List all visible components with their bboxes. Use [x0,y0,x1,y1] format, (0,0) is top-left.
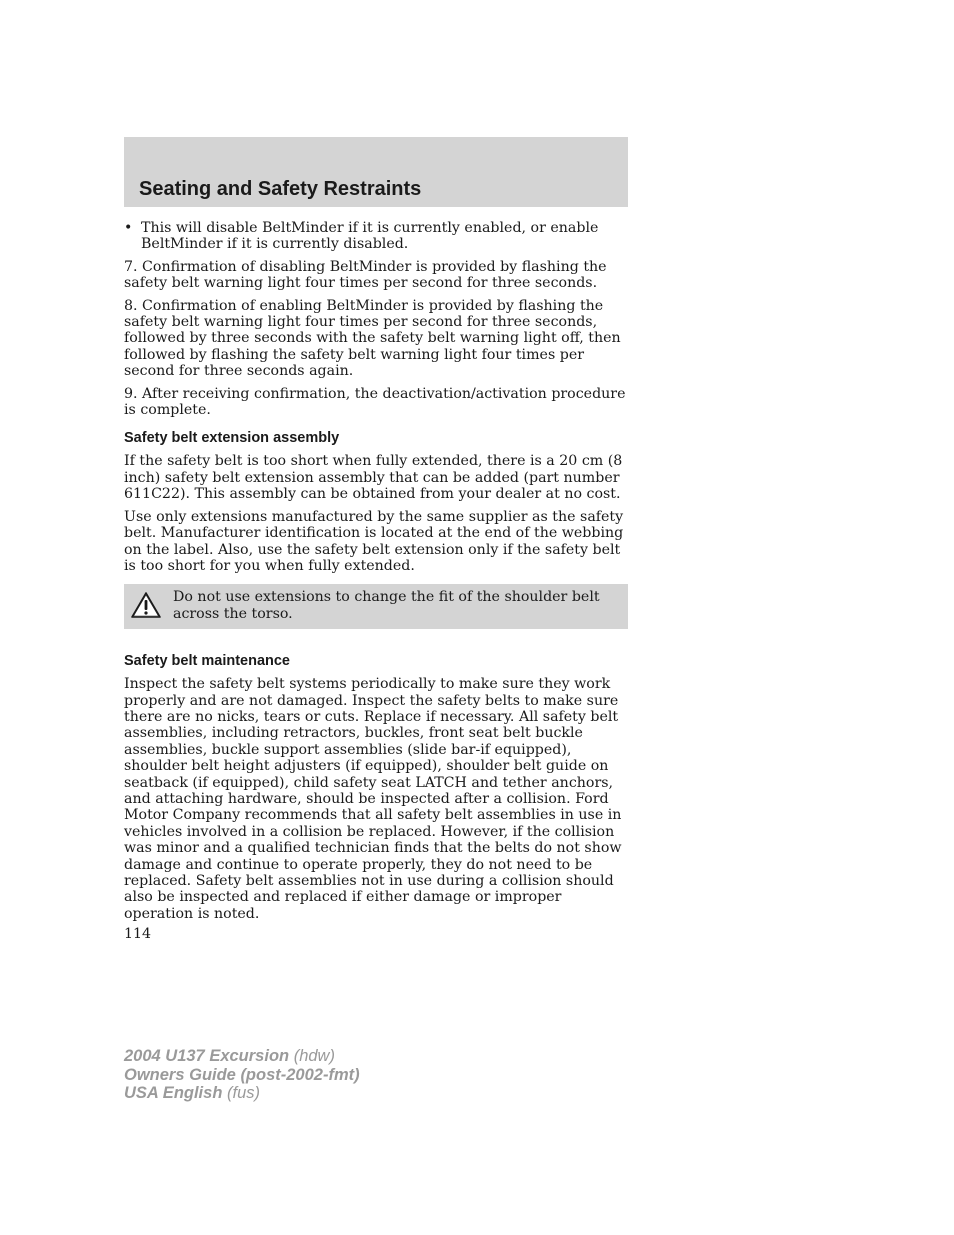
footer-model-code: (hdw) [293,1047,335,1065]
bullet-dot-icon: • [124,220,133,236]
footer-language: USA English [124,1084,223,1102]
step-9: 9. After receiving confirmation, the deactivation/activation procedure is complete. [124,385,626,419]
warning-triangle-icon [130,591,162,619]
bullet-item [124,220,628,253]
footer-guide: Owners Guide (post-2002-fmt) [124,1065,360,1084]
footer-line-3 [124,1084,360,1103]
maintenance-heading: Safety belt maintenance [124,653,290,670]
page-content [124,220,628,928]
footer-line-1 [124,1047,360,1066]
maintenance-paragraph: Inspect the safety belt systems periodically to make sure they work properly and are not damaged. Inspect the safety belts to make sure there are no nicks, tears or cuts. Replace if necessary. All safety belt assemblies, including retractors, buckles, front seat belt buckle assemblies, buckle support assemblies (slide bar-if equipped), shoulder belt height adjusters (if equipped), shoulder belt guide on seatback (if equipped), child safety seat LATCH and tether anchors, and attaching hardware, should be inspected after a collision. Ford Motor Company recommends that all safety belt assemblies in use in vehicles involved in a collision be replaced. However, if the collision was minor and a qualified technician finds that the belts do not show damage and continue to operate properly, they do not need to be replaced. Safety belt assemblies not in use during a collision should also be inspected and replaced if either damage or improper operation is noted. [124,676,622,922]
extension-heading: Safety belt extension assembly [124,430,340,447]
step-7: 7. Confirmation of disabling BeltMinder is provided by flashing the safety belt warning light four times per second for three seconds. [124,258,607,292]
bullet-text: This will disable BeltMinder if it is currently enabled, or enable BeltMinder if it is currently disabled. [141,220,599,253]
footer-language-code: (fus) [227,1084,260,1102]
warning-box [124,584,628,629]
footer-line-2 [124,1066,360,1085]
page-number: 114 [124,926,152,942]
step-8: 8. Confirmation of enabling BeltMinder is provided by flashing the safety belt warning light four times per second for three seconds, followed by three seconds with the safety belt warning light off, then followed by flashing the safety belt warning light four times per second for three seconds again. [124,297,621,380]
extension-paragraph-2: Use only extensions manufactured by the same supplier as the safety belt. Manufacturer identification is located at the end of the webbing on the label. Also, use the safety belt extension only if the safety belt is too short for you when fully extended. [124,508,624,574]
footer-model: 2004 U137 Excursion [124,1047,290,1065]
document-footer [124,1047,360,1103]
extension-paragraph-1: If the safety belt is too short when fully extended, there is a 20 cm (8 inch) safety belt extension assembly that can be added (part number 611C22). This assembly can be obtained from your dealer at no cost. [124,453,623,503]
warning-text: Do not use extensions to change the fit of the shoulder belt across the torso. [173,589,600,622]
section-title: Seating and Safety Restraints [139,178,422,200]
section-header [124,137,628,207]
